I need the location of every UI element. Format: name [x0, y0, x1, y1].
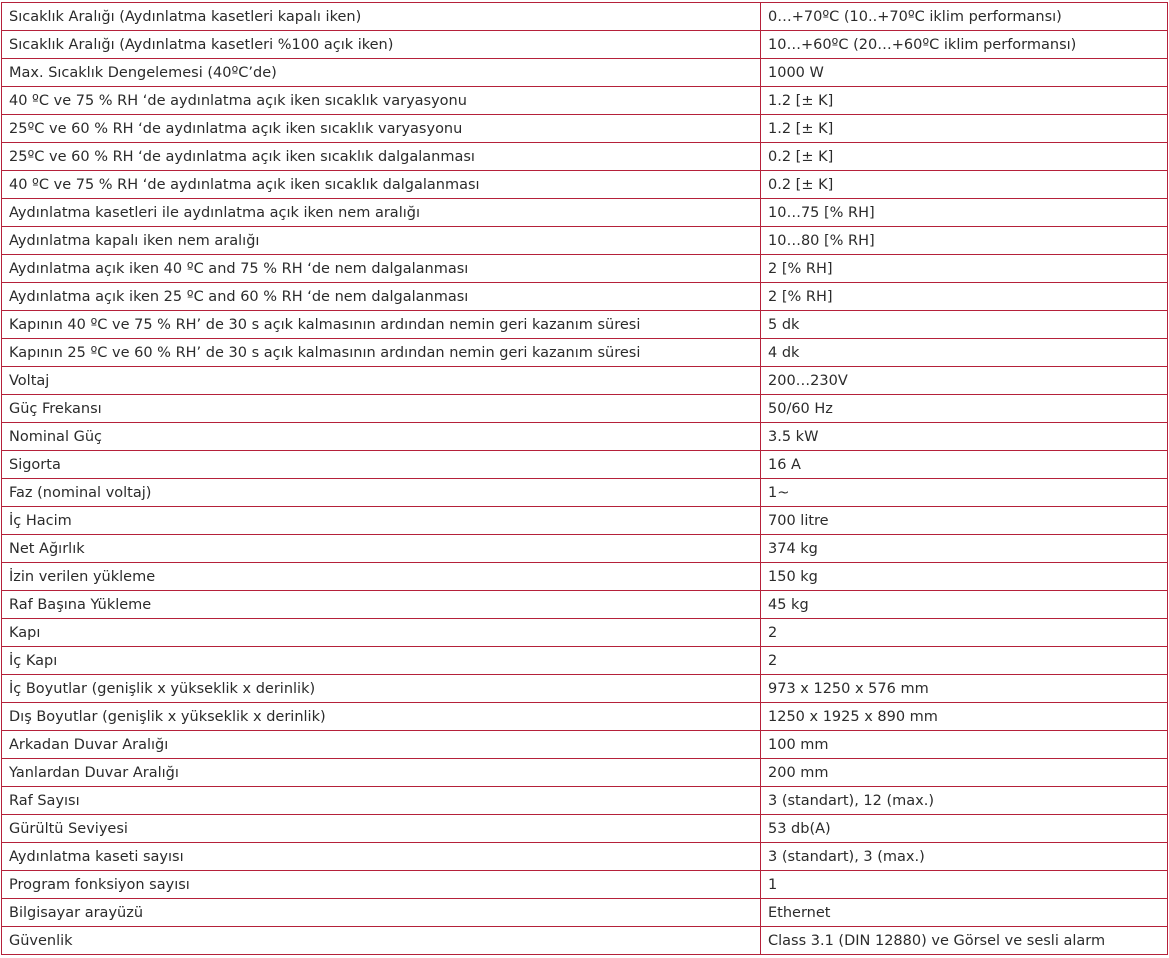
spec-row: [2, 479, 1168, 507]
spec-label: Güç Frekansı: [2, 395, 761, 423]
spec-label: İç Kapı: [2, 647, 761, 675]
spec-value: 700 litre: [761, 507, 1168, 535]
spec-row: [2, 787, 1168, 815]
spec-row: [2, 731, 1168, 759]
spec-value: 0.2 [± K]: [761, 143, 1168, 171]
spec-row: [2, 675, 1168, 703]
spec-row: [2, 143, 1168, 171]
spec-label: Kapının 25 ºC ve 60 % RH’ de 30 s açık kalmasının ardından nemin geri kazanım süresi: [2, 339, 761, 367]
spec-label: Aydınlatma kasetleri ile aydınlatma açık iken nem aralığı: [2, 199, 761, 227]
spec-value: 2: [761, 619, 1168, 647]
spec-value: 10…80 [% RH]: [761, 227, 1168, 255]
spec-row: [2, 535, 1168, 563]
spec-value: 973 x 1250 x 576 mm: [761, 675, 1168, 703]
spec-row: [2, 59, 1168, 87]
spec-row: [2, 255, 1168, 283]
spec-value: 5 dk: [761, 311, 1168, 339]
spec-label: 25ºC ve 60 % RH ‘de aydınlatma açık iken sıcaklık varyasyonu: [2, 115, 761, 143]
spec-row: [2, 339, 1168, 367]
spec-value: 3 (standart), 3 (max.): [761, 843, 1168, 871]
spec-label: Yanlardan Duvar Aralığı: [2, 759, 761, 787]
spec-value: 45 kg: [761, 591, 1168, 619]
spec-label: Faz (nominal voltaj): [2, 479, 761, 507]
spec-label: İç Hacim: [2, 507, 761, 535]
spec-label: İç Boyutlar (genişlik x yükseklik x derinlik): [2, 675, 761, 703]
spec-label: Program fonksiyon sayısı: [2, 871, 761, 899]
spec-label: Sıcaklık Aralığı (Aydınlatma kasetleri %100 açık iken): [2, 31, 761, 59]
spec-label: 40 ºC ve 75 % RH ‘de aydınlatma açık iken sıcaklık varyasyonu: [2, 87, 761, 115]
spec-value: 0.2 [± K]: [761, 171, 1168, 199]
spec-value: 1.2 [± K]: [761, 115, 1168, 143]
spec-row: [2, 3, 1168, 31]
spec-label: Max. Sıcaklık Dengelemesi (40ºC’de): [2, 59, 761, 87]
spec-label: Raf Sayısı: [2, 787, 761, 815]
spec-row: [2, 899, 1168, 927]
spec-label: Arkadan Duvar Aralığı: [2, 731, 761, 759]
spec-table: [1, 2, 1168, 955]
spec-value: 1~: [761, 479, 1168, 507]
spec-label: Aydınlatma açık iken 40 ºC and 75 % RH ‘de nem dalgalanması: [2, 255, 761, 283]
spec-value: 53 db(A): [761, 815, 1168, 843]
spec-value: 3.5 kW: [761, 423, 1168, 451]
spec-row: [2, 311, 1168, 339]
spec-label: Bilgisayar arayüzü: [2, 899, 761, 927]
spec-value: 1: [761, 871, 1168, 899]
spec-value: Ethernet: [761, 899, 1168, 927]
spec-label: 40 ºC ve 75 % RH ‘de aydınlatma açık iken sıcaklık dalgalanması: [2, 171, 761, 199]
spec-row: [2, 563, 1168, 591]
spec-row: [2, 367, 1168, 395]
spec-value: 200…230V: [761, 367, 1168, 395]
spec-row: [2, 31, 1168, 59]
spec-table-body: [2, 3, 1168, 955]
spec-value: Class 3.1 (DIN 12880) ve Görsel ve sesli alarm: [761, 927, 1168, 955]
spec-row: [2, 87, 1168, 115]
spec-row: [2, 619, 1168, 647]
spec-value: 1250 x 1925 x 890 mm: [761, 703, 1168, 731]
spec-label: Sigorta: [2, 451, 761, 479]
spec-row: [2, 395, 1168, 423]
spec-row: [2, 843, 1168, 871]
spec-row: [2, 451, 1168, 479]
spec-row: [2, 703, 1168, 731]
spec-label: Aydınlatma açık iken 25 ºC and 60 % RH ‘de nem dalgalanması: [2, 283, 761, 311]
spec-row: [2, 647, 1168, 675]
spec-row: [2, 115, 1168, 143]
spec-label: Raf Başına Yükleme: [2, 591, 761, 619]
spec-value: 3 (standart), 12 (max.): [761, 787, 1168, 815]
spec-label: Güvenlik: [2, 927, 761, 955]
spec-value: 1.2 [± K]: [761, 87, 1168, 115]
spec-value: 2: [761, 647, 1168, 675]
spec-label: Voltaj: [2, 367, 761, 395]
spec-value: 374 kg: [761, 535, 1168, 563]
spec-row: [2, 171, 1168, 199]
spec-value: 0…+70ºC (10..+70ºC iklim performansı): [761, 3, 1168, 31]
spec-label: Nominal Güç: [2, 423, 761, 451]
spec-label: Net Ağırlık: [2, 535, 761, 563]
spec-value: 10…+60ºC (20…+60ºC iklim performansı): [761, 31, 1168, 59]
spec-label: Sıcaklık Aralığı (Aydınlatma kasetleri kapalı iken): [2, 3, 761, 31]
spec-row: [2, 871, 1168, 899]
spec-row: [2, 815, 1168, 843]
spec-value: 4 dk: [761, 339, 1168, 367]
spec-label: Kapının 40 ºC ve 75 % RH’ de 30 s açık kalmasının ardından nemin geri kazanım süresi: [2, 311, 761, 339]
spec-value: 50/60 Hz: [761, 395, 1168, 423]
spec-row: [2, 507, 1168, 535]
spec-value: 150 kg: [761, 563, 1168, 591]
spec-label: Gürültü Seviyesi: [2, 815, 761, 843]
spec-row: [2, 423, 1168, 451]
spec-value: 2 [% RH]: [761, 255, 1168, 283]
spec-value: 2 [% RH]: [761, 283, 1168, 311]
spec-value: 16 A: [761, 451, 1168, 479]
spec-row: [2, 759, 1168, 787]
spec-label: Kapı: [2, 619, 761, 647]
spec-row: [2, 199, 1168, 227]
spec-row: [2, 927, 1168, 955]
spec-row: [2, 591, 1168, 619]
spec-row: [2, 283, 1168, 311]
spec-value: 200 mm: [761, 759, 1168, 787]
spec-label: Aydınlatma kaseti sayısı: [2, 843, 761, 871]
spec-label: Dış Boyutlar (genişlik x yükseklik x derinlik): [2, 703, 761, 731]
spec-label: Aydınlatma kapalı iken nem aralığı: [2, 227, 761, 255]
spec-label: İzin verilen yükleme: [2, 563, 761, 591]
spec-value: 100 mm: [761, 731, 1168, 759]
spec-value: 10…75 [% RH]: [761, 199, 1168, 227]
spec-label: 25ºC ve 60 % RH ‘de aydınlatma açık iken sıcaklık dalgalanması: [2, 143, 761, 171]
spec-row: [2, 227, 1168, 255]
spec-value: 1000 W: [761, 59, 1168, 87]
